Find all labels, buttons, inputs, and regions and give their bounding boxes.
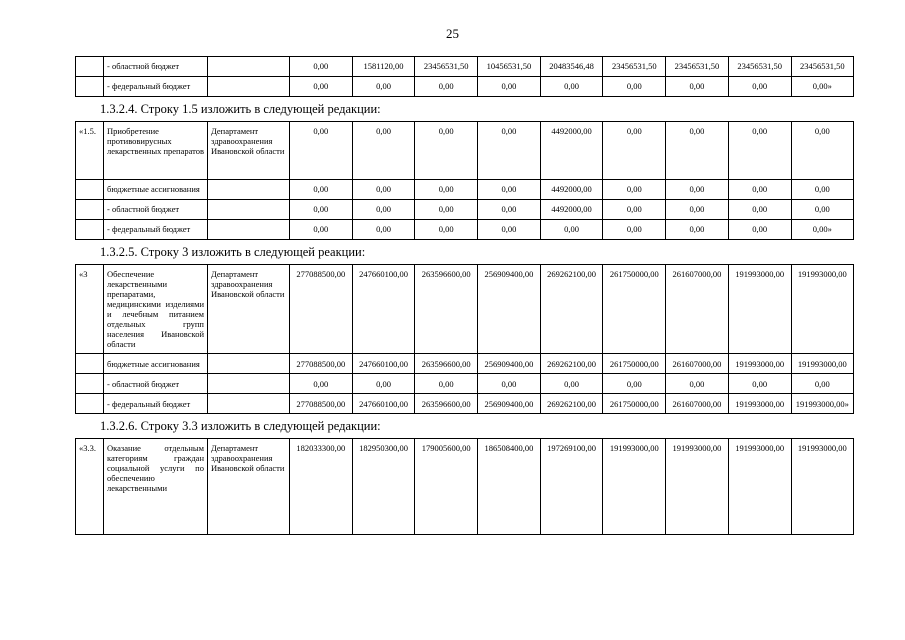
value-cell: 0,00 (666, 122, 729, 180)
value-cell: 191993000,00 (728, 394, 791, 414)
value-cell: 1581120,00 (352, 57, 415, 77)
value-cell: 191993000,00 (728, 439, 791, 535)
value-cell: 0,00 (603, 122, 666, 180)
value-cell: 0,00 (791, 180, 854, 200)
value-cell: 0,00 (728, 220, 791, 240)
value-cell: 4492000,00 (540, 122, 603, 180)
budget-table-continuation (75, 56, 854, 97)
row-label-cell: Оказание отдельным категориям граждан социальной услуги по обеспечению лекарственными (104, 439, 208, 535)
value-cell: 197269100,00 (540, 439, 603, 535)
value-cell: 277088500,00 (290, 354, 353, 374)
row-label-cell: - федеральный бюджет (104, 220, 208, 240)
value-cell: 0,00 (603, 200, 666, 220)
value-cell: 0,00 (352, 180, 415, 200)
row-label-cell: Приобретение противовирусных лекарственных препаратов (104, 122, 208, 180)
value-cell: 0,00 (791, 374, 854, 394)
row-id-cell (76, 354, 104, 374)
page-number: 25 (446, 26, 459, 41)
value-cell: 0,00 (290, 180, 353, 200)
value-cell: 0,00 (791, 200, 854, 220)
value-cell: 0,00 (415, 374, 478, 394)
value-cell: 263596600,00 (415, 265, 478, 354)
row-label-cell: - федеральный бюджет (104, 394, 208, 414)
value-cell: 0,00 (478, 374, 541, 394)
row-label-cell: бюджетные ассигнования (104, 180, 208, 200)
value-cell: 4492000,00 (540, 200, 603, 220)
value-cell: 182950300,00 (352, 439, 415, 535)
executor-cell (208, 180, 290, 200)
value-cell: 247660100,00 (352, 265, 415, 354)
document-content (75, 56, 853, 535)
value-cell: 0,00 (728, 200, 791, 220)
executor-cell (208, 77, 290, 97)
budget-table-1-5 (75, 121, 854, 240)
value-cell: 0,00 (666, 374, 729, 394)
value-cell: 0,00 (290, 122, 353, 180)
value-cell: 0,00 (478, 122, 541, 180)
row-label-cell: - областной бюджет (104, 200, 208, 220)
executor-cell (208, 220, 290, 240)
value-cell: 0,00 (540, 374, 603, 394)
budget-table-3-3 (75, 438, 854, 535)
value-cell: 0,00 (352, 122, 415, 180)
value-cell: 261607000,00 (666, 354, 729, 374)
row-id-cell (76, 180, 104, 200)
value-cell: 23456531,50 (791, 57, 854, 77)
row-label-cell: Обеспечение лекарственными препаратами, медицинскими изделиями и лечебным питанием отдельных групп населения Ивановской области (104, 265, 208, 354)
table-row (76, 394, 854, 414)
table-row (76, 265, 854, 354)
table-row (76, 439, 854, 535)
row-id-cell (76, 77, 104, 97)
row-id-cell: «3.3. (76, 439, 104, 535)
value-cell: 0,00 (415, 122, 478, 180)
value-cell: 277088500,00 (290, 265, 353, 354)
value-cell: 0,00 (352, 77, 415, 97)
table-row (76, 122, 854, 180)
value-cell: 0,00 (728, 374, 791, 394)
value-cell: 23456531,50 (666, 57, 729, 77)
table-row (76, 354, 854, 374)
value-cell: 191993000,00 (603, 439, 666, 535)
value-cell: 23456531,50 (415, 57, 478, 77)
table-row (76, 220, 854, 240)
value-cell: 186508400,00 (478, 439, 541, 535)
value-cell: 256909400,00 (478, 354, 541, 374)
table-row (76, 57, 854, 77)
value-cell: 0,00 (540, 77, 603, 97)
row-id-cell (76, 374, 104, 394)
value-cell: 0,00 (603, 220, 666, 240)
value-cell: 0,00 (728, 180, 791, 200)
section-heading: 1.3.2.6. Строку 3.3 изложить в следующей редакции: (100, 419, 381, 434)
row-id-cell (76, 57, 104, 77)
value-cell: 0,00 (478, 220, 541, 240)
value-cell: 0,00 (603, 374, 666, 394)
value-cell: 23456531,50 (603, 57, 666, 77)
table-row (76, 374, 854, 394)
row-id-cell (76, 394, 104, 414)
value-cell: 0,00 (603, 180, 666, 200)
table-row (76, 77, 854, 97)
executor-cell (208, 394, 290, 414)
value-cell: 191993000,00 (728, 265, 791, 354)
value-cell: 0,00 (352, 220, 415, 240)
value-cell: 0,00 (290, 374, 353, 394)
budget-table-3 (75, 264, 854, 414)
value-cell: 191993000,00 (791, 354, 854, 374)
value-cell: 0,00 (666, 200, 729, 220)
value-cell: 0,00 (728, 122, 791, 180)
value-cell: 0,00 (415, 77, 478, 97)
section-heading: 1.3.2.5. Строку 3 изложить в следующей реакции: (100, 245, 366, 259)
value-cell: 0,00 (415, 200, 478, 220)
value-cell: 0,00 (478, 77, 541, 97)
value-cell: 0,00 (352, 374, 415, 394)
value-cell: 0,00 (290, 77, 353, 97)
value-cell: 4492000,00 (540, 180, 603, 200)
value-cell: 277088500,00 (290, 394, 353, 414)
value-cell: 0,00 (728, 77, 791, 97)
value-cell: 0,00 (290, 57, 353, 77)
value-cell: 179005600,00 (415, 439, 478, 535)
value-cell: 191993000,00 (666, 439, 729, 535)
value-cell: 0,00 (478, 180, 541, 200)
executor-cell (208, 354, 290, 374)
value-cell: 263596600,00 (415, 394, 478, 414)
value-cell: 191993000,00 (791, 439, 854, 535)
value-cell: 0,00 (290, 200, 353, 220)
executor-cell: Департамент здравоохранения Ивановской области (208, 439, 290, 535)
value-cell: 0,00 (603, 77, 666, 97)
value-cell: 247660100,00 (352, 394, 415, 414)
section-heading: 1.3.2.4. Строку 1.5 изложить в следующей редакции: (100, 102, 381, 116)
value-cell: 269262100,00 (540, 354, 603, 374)
value-cell: 269262100,00 (540, 265, 603, 354)
value-cell: 0,00 (540, 220, 603, 240)
executor-cell: Департамент здравоохранения Ивановской области (208, 122, 290, 180)
value-cell: 0,00 (666, 180, 729, 200)
value-cell: 0,00 (415, 220, 478, 240)
executor-cell (208, 57, 290, 77)
value-cell: 247660100,00 (352, 354, 415, 374)
executor-cell: Департамент здравоохранения Ивановской области (208, 265, 290, 354)
executor-cell (208, 200, 290, 220)
value-cell: 23456531,50 (728, 57, 791, 77)
value-cell: 0,00 (352, 200, 415, 220)
value-cell: 191993000,00 (728, 354, 791, 374)
table-row (76, 200, 854, 220)
row-label-cell: бюджетные ассигнования (104, 354, 208, 374)
value-cell: 261750000,00 (603, 394, 666, 414)
row-label-cell: - областной бюджет (104, 374, 208, 394)
value-cell: 269262100,00 (540, 394, 603, 414)
value-cell: 191993000,00 (791, 265, 854, 354)
value-cell: 261607000,00 (666, 394, 729, 414)
value-cell: 191993000,00» (791, 394, 854, 414)
value-cell: 182033300,00 (290, 439, 353, 535)
value-cell: 0,00 (666, 77, 729, 97)
table-row (76, 180, 854, 200)
value-cell: 0,00 (478, 200, 541, 220)
row-id-cell: «1.5. (76, 122, 104, 180)
value-cell: 261750000,00 (603, 265, 666, 354)
row-label-cell: - федеральный бюджет (104, 77, 208, 97)
value-cell: 0,00 (666, 220, 729, 240)
value-cell: 0,00» (791, 220, 854, 240)
value-cell: 256909400,00 (478, 265, 541, 354)
value-cell: 20483546,48 (540, 57, 603, 77)
value-cell: 10456531,50 (478, 57, 541, 77)
row-id-cell (76, 220, 104, 240)
row-id-cell: «3 (76, 265, 104, 354)
executor-cell (208, 374, 290, 394)
value-cell: 0,00 (415, 180, 478, 200)
row-label-cell: - областной бюджет (104, 57, 208, 77)
value-cell: 261750000,00 (603, 354, 666, 374)
value-cell: 0,00» (791, 77, 854, 97)
row-id-cell (76, 200, 104, 220)
value-cell: 0,00 (290, 220, 353, 240)
value-cell: 261607000,00 (666, 265, 729, 354)
value-cell: 263596600,00 (415, 354, 478, 374)
value-cell: 0,00 (791, 122, 854, 180)
value-cell: 256909400,00 (478, 394, 541, 414)
